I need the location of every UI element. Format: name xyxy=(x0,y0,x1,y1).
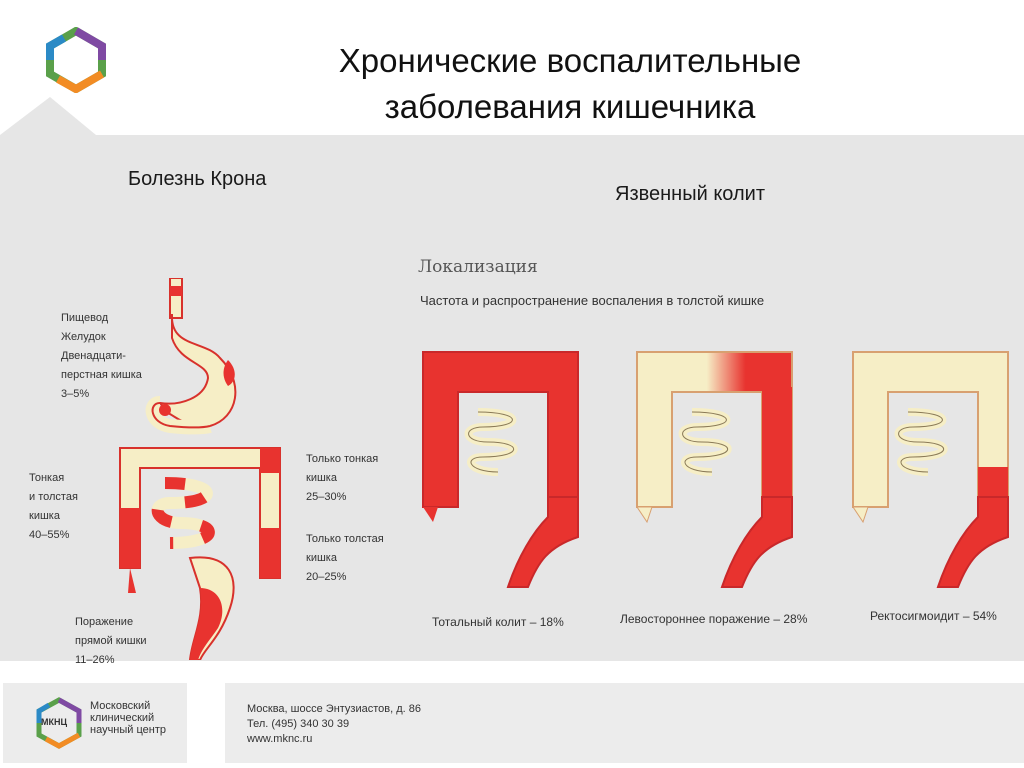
title-line-2: заболевания кишечника xyxy=(384,88,756,125)
uc-heading: Язвенный колит xyxy=(615,183,765,205)
label-line: Поражение xyxy=(75,616,134,628)
label-line: Пищевод xyxy=(61,312,109,324)
crohn-gi-tract-illustration xyxy=(110,278,290,660)
org-line: Московский xyxy=(90,700,151,712)
frequency-caption: Частота и распространение воспаления в толстой кишке xyxy=(420,293,765,308)
footer-logo-text: МКНЦ xyxy=(41,717,68,727)
label-line: прямой кишки xyxy=(75,635,147,647)
org-line: клинический xyxy=(90,712,155,724)
localization-heading: Локализация xyxy=(418,257,538,277)
footer-address: Москва, шоссе Энтузиастов, д. 86 xyxy=(247,703,421,715)
caption-left-sided: Левостороннее поражение – 28% xyxy=(620,612,808,626)
label-line: Только тонкая xyxy=(306,453,379,465)
org-line: научный центр xyxy=(90,724,167,736)
label-line: 25–30% xyxy=(306,491,347,503)
footer-org-name xyxy=(90,700,166,736)
footer-website-link[interactable]: www.mknc.ru xyxy=(247,733,313,745)
crohn-heading: Болезнь Крона xyxy=(128,168,267,190)
colon-rectosigmoiditis-illustration xyxy=(848,347,1018,592)
title-line-1: Хронические воспалительные xyxy=(338,42,802,79)
label-line: 20–25% xyxy=(306,571,347,583)
crohn-large-only-label xyxy=(306,530,384,587)
caption-total-colitis: Тотальный колит – 18% xyxy=(432,615,564,629)
crohn-small-large-label xyxy=(29,469,78,545)
label-line: перстная кишка xyxy=(61,369,142,381)
colon-total-colitis-illustration xyxy=(418,347,588,592)
crohn-small-only-label xyxy=(306,450,378,507)
caption-rectosigmoiditis: Ректосигмоидит – 54% xyxy=(870,609,997,623)
label-line: Только толстая xyxy=(306,533,384,545)
label-line: и толстая xyxy=(29,491,78,503)
label-line: 11–26% xyxy=(75,654,115,666)
label-line: кишка xyxy=(29,510,60,522)
footer-phone: Тел. (495) 340 30 39 xyxy=(247,718,350,730)
label-line: 3–5% xyxy=(61,388,90,400)
logo-hexagon-icon xyxy=(44,27,108,93)
footer-contact xyxy=(247,702,421,747)
label-line: кишка xyxy=(306,472,337,484)
slide-title xyxy=(230,38,910,130)
colon-left-sided-illustration xyxy=(632,347,802,592)
label-line: кишка xyxy=(306,552,337,564)
panel-notch xyxy=(0,95,140,137)
label-line: Тонкая xyxy=(29,472,65,484)
label-line: Желудок xyxy=(61,331,106,343)
label-line: 40–55% xyxy=(29,529,70,541)
label-line: Двенадцати- xyxy=(61,350,126,362)
